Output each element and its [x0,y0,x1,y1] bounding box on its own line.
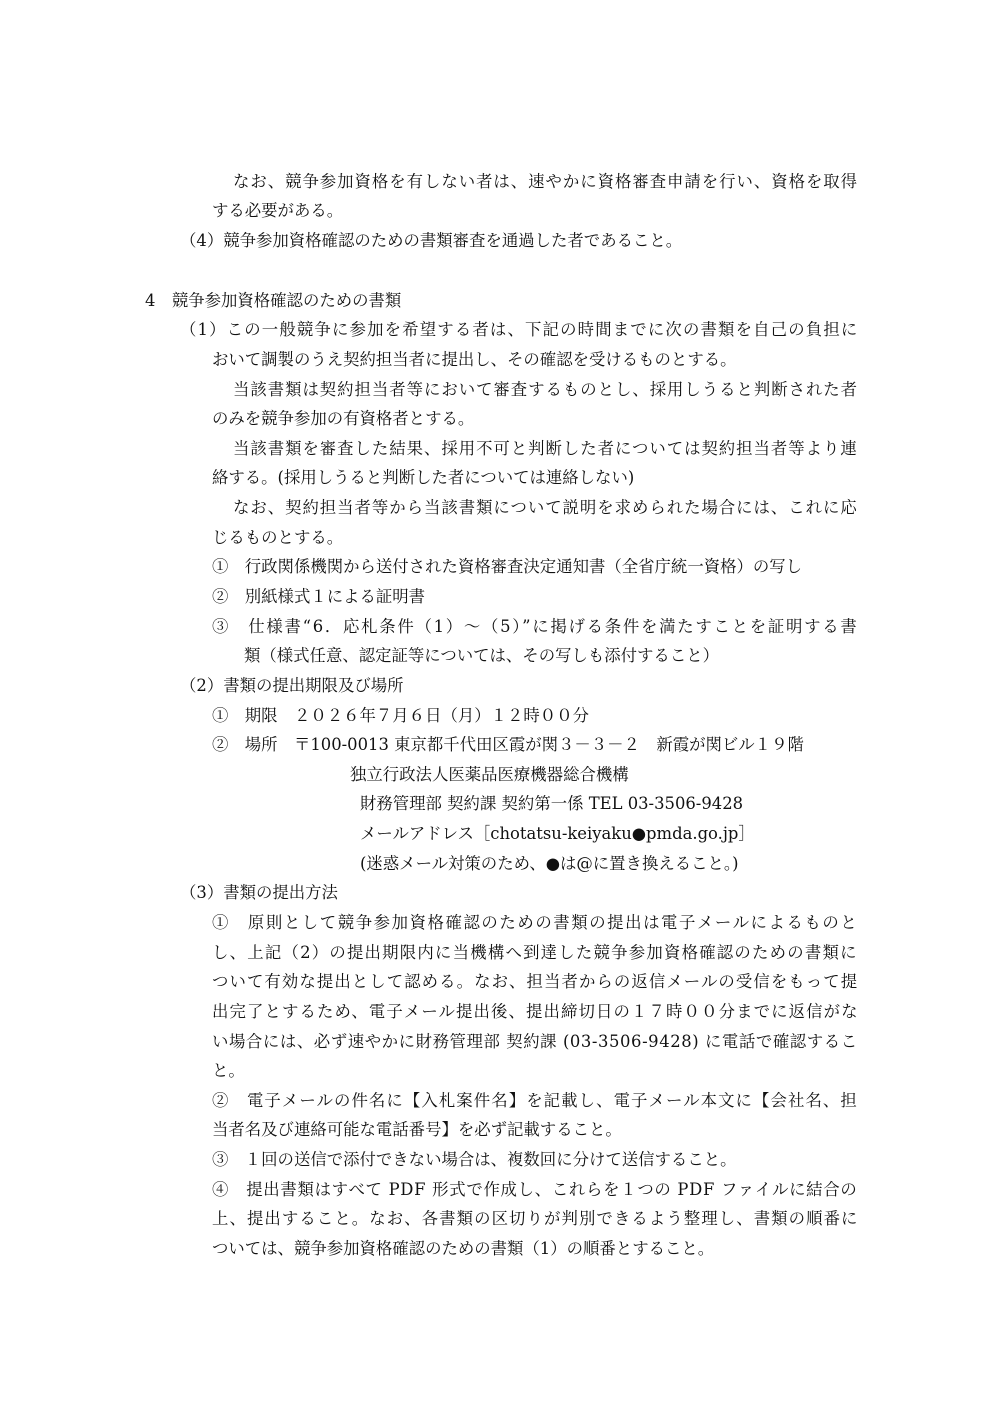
email-note: (迷惑メール対策のため、●は@に置き換えること。) [360,854,739,873]
deadline-line: ① 期限 ２０２６年７月６日（月）１２時００分 [212,706,589,725]
text-line: し、上記（2）の提出期限内に当機構へ到達した競争参加資格確認のための書類に [212,943,858,962]
list-item: ② 別紙様式１による証明書 [212,587,426,606]
text-line: おいて調製のうえ契約担当者に提出し、その確認を受けるものとする。 [212,350,737,369]
list-item-heading: （4）競争参加資格確認のための書類審査を通過した者であること。 [180,231,683,250]
text-line: なお、競争参加資格を有しない者は、速やかに資格審査申請を行い、資格を取得 [233,172,859,191]
text-line: じるものとする。 [212,528,344,547]
list-item-heading: （2）書類の提出期限及び場所 [180,676,404,695]
list-item: ④ 提出書類はすべて PDF 形式で作成し、これらを１つの PDF ファイルに結合の [212,1180,858,1199]
text-line: 当該書類を審査した結果、採用不可と判断した者については契約担当者等より連 [233,439,858,458]
text-line: と。 [212,1061,245,1080]
text-line: 当該書類は契約担当者等において審査するものとし、採用しうると判断された者 [233,380,859,399]
section-heading: 4 競争参加資格確認のための書類 [145,291,402,310]
text-line: 当者名及び連絡可能な電話番号】を必ず記載すること。 [212,1120,622,1139]
text-line: 出完了とするため、電子メール提出後、提出締切日の１７時００分までに返信がな [212,1002,859,1021]
text-line: する必要がある。 [212,201,344,220]
list-item-heading: （3）書類の提出方法 [180,883,338,902]
text-line: 類（様式任意、認定証等については、その写しも添付すること） [244,646,719,665]
text-line: い場合には、必ず速やかに財務管理部 契約課 (03-3506-9428) に電話で確認するこ [212,1032,858,1051]
list-item: ③ 仕様書“6．応札条件（1）～（5）”に掲げる条件を満たすことを証明する書 [212,617,859,636]
text-line: ついて有効な提出として認める。なお、担当者からの返信メールの受信をもって提 [212,972,859,991]
contact-line: 財務管理部 契約課 契約第一係 TEL 03-3506-9428 [360,794,744,813]
list-item-heading: （1）この一般競争に参加を希望する者は、下記の時間までに次の書類を自己の負担に [180,320,859,339]
text-line: なお、契約担当者等から当該書類について説明を求められた場合には、これに応 [233,498,858,517]
email-address: メールアドレス［chotatsu-keiyaku●pmda.go.jp］ [360,824,755,843]
text-line: 上、提出すること。なお、各書類の区切りが判別できるよう整理し、書類の順番に [212,1209,859,1228]
list-item: ① 行政関係機関から送付された資格審査決定通知書（全省庁統一資格）の写し [212,557,803,576]
location-line: ② 場所 〒100-0013 東京都千代田区霞が関３－３－２ 新霞が関ビル１９階 [212,735,804,754]
list-item: ③ １回の送信で添付できない場合は、複数回に分けて送信すること。 [212,1150,737,1169]
organization-name: 独立行政法人医薬品医療機器総合機構 [350,765,629,784]
text-line: ついては、競争参加資格確認のための書類（1）の順番とすること。 [212,1239,715,1258]
text-line: のみを競争参加の有資格者とする。 [212,409,475,428]
text-line: 絡する。(採用しうると判断した者については連絡しない) [212,468,635,487]
list-item: ② 電子メールの件名に【入札案件名】を記載し、電子メール本文に【会社名、担 [212,1091,858,1110]
list-item: ① 原則として競争参加資格確認のための書類の提出は電子メールによるものと [212,913,859,932]
